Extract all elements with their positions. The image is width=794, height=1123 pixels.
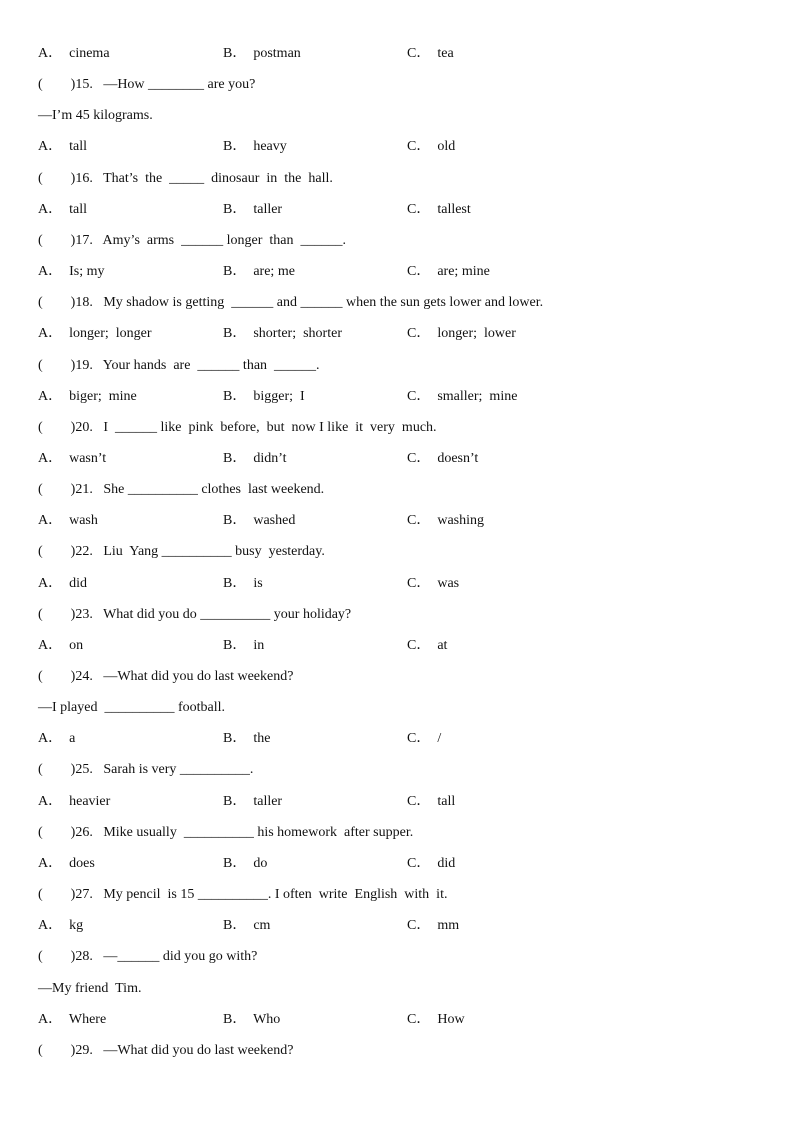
question-text: ( )26. Mike usually __________ his homework after supper. — [38, 824, 414, 840]
option-b: B． is — [223, 575, 263, 591]
option-a: A． wash — [38, 513, 98, 529]
option-b: B． taller — [223, 793, 283, 809]
question-line — [38, 947, 257, 967]
option-c: C． at — [407, 637, 448, 653]
option-c: C． was — [407, 575, 460, 591]
option-b: B． Who — [223, 1011, 281, 1027]
option-b: B． taller — [223, 201, 283, 217]
question-line — [38, 418, 437, 438]
question-text: ( )21. She __________ clothes last weekend. — [38, 482, 325, 498]
option-a: A． tall — [38, 201, 87, 217]
dialogue-line — [38, 979, 141, 999]
question-text: ( )22. Liu Yang __________ busy yesterday. — [38, 544, 325, 560]
option-a: A． Where — [38, 1011, 107, 1027]
dialogue-text: —I played __________ football. — [38, 700, 226, 716]
question-line — [38, 885, 447, 905]
question-text: ( )24. —What did you do last weekend? — [38, 669, 294, 684]
question-line — [38, 169, 333, 189]
question-line — [38, 75, 255, 95]
option-b: B． the — [223, 731, 271, 747]
dialogue-line — [38, 106, 153, 126]
option-b: B． shorter; shorter — [223, 326, 342, 342]
question-line — [38, 1041, 293, 1061]
option-b: B． postman — [223, 46, 301, 61]
option-b: B． bigger; I — [223, 388, 305, 404]
option-b: B． are; me — [223, 264, 295, 279]
option-c: C． tea — [407, 46, 454, 61]
question-line — [38, 542, 325, 562]
question-text: ( )16. That’s the _____ dinosaur in the hall. — [38, 170, 333, 186]
option-c: C． washing — [407, 513, 484, 529]
option-b: B． in — [223, 637, 265, 653]
question-text: ( )18. My shadow is getting ______ and ______ when the sun gets lower and lower. — [38, 295, 544, 311]
option-c: C． old — [407, 139, 456, 155]
question-line — [38, 823, 413, 843]
option-b: B． heavy — [223, 139, 287, 155]
question-line — [38, 667, 293, 687]
question-text: ( )17. Amy’s arms ______ longer than ______. — [38, 232, 346, 248]
question-line — [38, 293, 543, 313]
option-c: C． are; mine — [407, 264, 490, 279]
question-line — [38, 356, 320, 376]
option-c: C． smaller; mine — [407, 388, 518, 404]
option-a: A． Is; my — [38, 264, 105, 279]
question-line — [38, 231, 346, 251]
option-a: A． wasn’t — [38, 450, 107, 466]
question-text: ( )27. My pencil is 15 __________. I often write English with it. — [38, 887, 448, 902]
option-a: A． a — [38, 731, 76, 747]
question-text: ( )29. —What did you do last weekend? — [38, 1042, 294, 1058]
option-c: C． doesn’t — [407, 450, 479, 466]
option-b: B． do — [223, 855, 268, 871]
option-a: A． longer; longer — [38, 326, 152, 342]
option-c: C． longer; lower — [407, 326, 516, 342]
dialogue-text: —My friend Tim. — [38, 980, 142, 996]
question-text: ( )20. I ______ like pink before, but now I like it very much. — [38, 419, 437, 435]
option-b: B． washed — [223, 513, 296, 529]
option-a: A． does — [38, 855, 95, 871]
option-a: A． on — [38, 637, 84, 653]
question-text: ( )15. —How ________ are you? — [38, 77, 256, 93]
option-a: A． cinema — [38, 46, 110, 61]
question-line — [38, 760, 253, 780]
question-text: ( )23. What did you do __________ your holiday? — [38, 606, 352, 622]
option-a: A． biger; mine — [38, 388, 137, 404]
question-line — [38, 605, 351, 625]
option-c: C． tall — [407, 793, 456, 809]
option-a: A． heavier — [38, 793, 111, 809]
question-text: ( )25. Sarah is very __________. — [38, 762, 254, 778]
option-a: A． tall — [38, 139, 87, 155]
option-c: C． How — [407, 1011, 465, 1027]
option-c: C． tallest — [407, 201, 471, 217]
option-c: C． mm — [407, 918, 460, 934]
option-a: A． kg — [38, 918, 84, 934]
question-line — [38, 480, 324, 500]
question-text: ( )28. —______ did you go with? — [38, 949, 258, 965]
option-c: C． did — [407, 855, 456, 871]
option-b: B． didn’t — [223, 450, 287, 466]
option-a: A． did — [38, 575, 87, 591]
dialogue-line — [38, 698, 225, 718]
option-b: B． cm — [223, 918, 271, 934]
dialogue-text: —I’m 45 kilograms. — [38, 108, 153, 124]
question-text: ( )19. Your hands are ______ than ______. — [38, 357, 320, 373]
option-c: C． / — [407, 731, 442, 747]
